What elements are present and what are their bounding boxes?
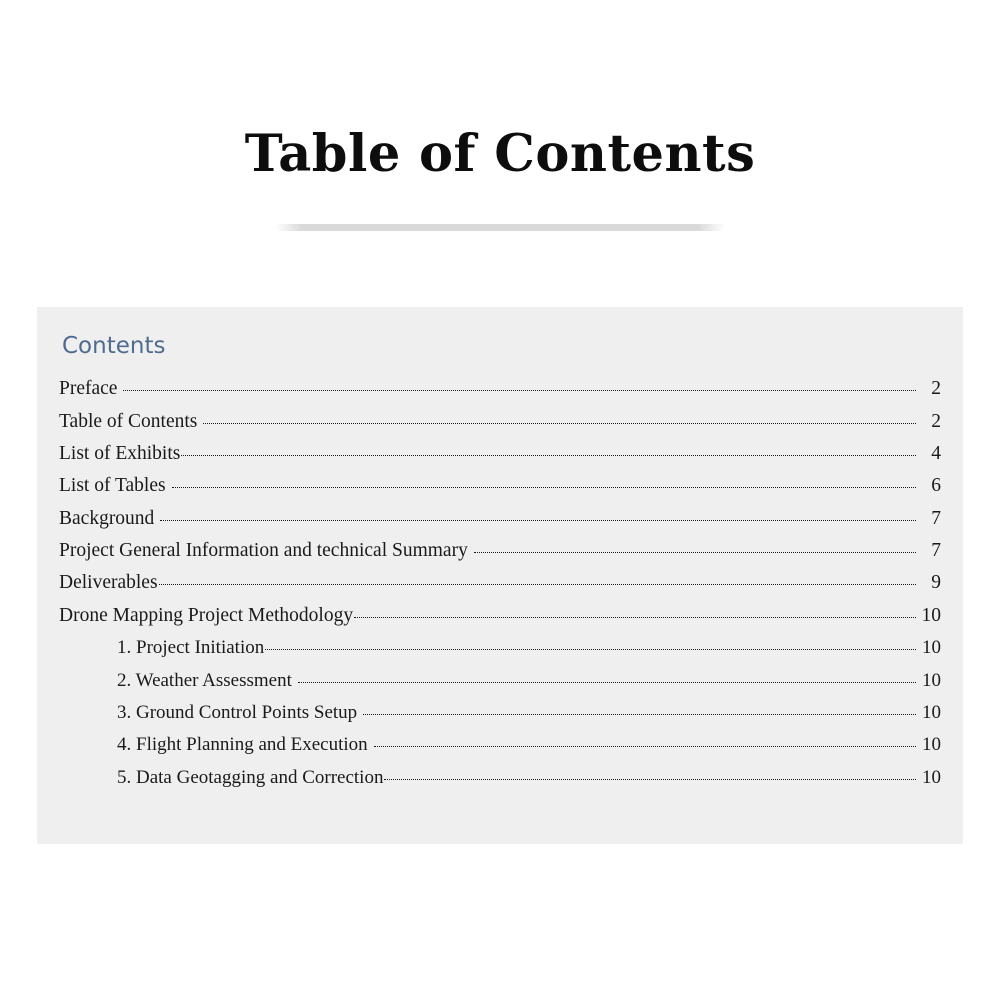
- toc-entry-page-number: 9: [931, 572, 941, 594]
- toc-entry-page-number: 6: [931, 475, 941, 497]
- toc-entry-label: List of Exhibits: [59, 442, 181, 464]
- toc-entry[interactable]: [59, 664, 941, 696]
- toc-entry[interactable]: [59, 567, 941, 599]
- toc-entry[interactable]: [59, 535, 941, 567]
- toc-entry-label: 1. Project Initiation: [117, 637, 265, 659]
- toc-entry[interactable]: [59, 470, 941, 502]
- toc-entry-page-number: 7: [931, 540, 941, 562]
- toc-dot-leader: [160, 505, 916, 521]
- toc-entry-label: Table of Contents: [59, 410, 198, 432]
- toc-entry-page-number: 10: [922, 766, 941, 788]
- toc-list: [59, 373, 941, 794]
- toc-entry-page-number: 10: [922, 637, 941, 659]
- toc-dot-leader: [265, 635, 916, 650]
- toc-entry-page-number: 10: [922, 669, 941, 691]
- toc-entry[interactable]: [59, 600, 941, 632]
- toc-entry[interactable]: [59, 697, 941, 729]
- toc-entry-page-number: 10: [921, 604, 941, 626]
- toc-entry-page-number: 10: [922, 701, 941, 723]
- toc-dot-leader: [181, 440, 916, 456]
- toc-entry-label: 3. Ground Control Points Setup: [117, 701, 358, 723]
- toc-dot-leader: [474, 537, 916, 553]
- toc-entry-label: Background: [59, 507, 155, 529]
- title-divider: [275, 224, 725, 231]
- toc-dot-leader: [123, 376, 916, 392]
- toc-dot-leader: [203, 408, 916, 424]
- toc-dot-leader: [298, 667, 916, 682]
- toc-dot-leader: [172, 473, 916, 489]
- toc-entry-label: List of Tables: [59, 475, 166, 497]
- toc-entry-label: Preface: [59, 378, 118, 400]
- toc-entry-page-number: 10: [922, 734, 941, 756]
- toc-entry-page-number: 2: [931, 378, 941, 400]
- toc-entry-label: Drone Mapping Project Methodology: [59, 604, 354, 626]
- toc-dot-leader: [363, 700, 916, 715]
- toc-entry-page-number: 4: [931, 442, 941, 464]
- toc-dot-leader: [354, 602, 916, 618]
- contents-heading: Contents: [62, 333, 166, 359]
- toc-entry-label: Deliverables: [59, 572, 158, 594]
- toc-entry[interactable]: [59, 729, 941, 761]
- toc-entry[interactable]: [59, 632, 941, 664]
- toc-entry-label: Project General Information and technical Summary: [59, 540, 468, 562]
- toc-entry[interactable]: [59, 438, 941, 470]
- toc-dot-leader: [159, 570, 916, 586]
- toc-entry[interactable]: [59, 405, 941, 437]
- toc-entry[interactable]: [59, 762, 941, 794]
- page-title: Table of Contents: [244, 124, 756, 184]
- toc-dot-leader: [384, 764, 916, 779]
- toc-entry-page-number: 2: [931, 410, 941, 432]
- table-of-contents-panel: [37, 307, 963, 844]
- toc-entry[interactable]: [59, 373, 941, 405]
- toc-entry-label: 4. Flight Planning and Execution: [117, 734, 368, 756]
- toc-entry-page-number: 7: [931, 507, 941, 529]
- toc-entry-label: 5. Data Geotagging and Correction: [117, 766, 384, 788]
- toc-entry-label: 2. Weather Assessment: [117, 669, 292, 691]
- toc-dot-leader: [374, 732, 916, 747]
- toc-entry[interactable]: [59, 503, 941, 535]
